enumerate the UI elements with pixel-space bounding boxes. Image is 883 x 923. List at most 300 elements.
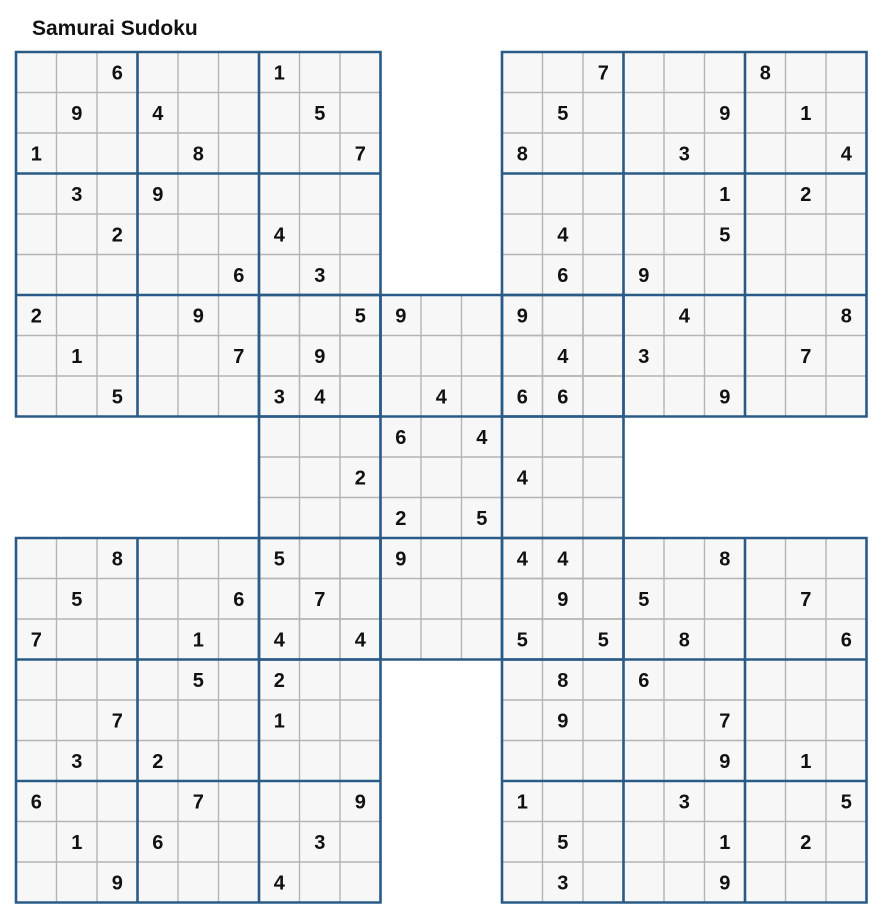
sudoku-cell[interactable] — [179, 175, 218, 214]
sudoku-cell[interactable] — [746, 742, 785, 781]
sudoku-cell[interactable] — [98, 53, 137, 92]
cell-hit-area[interactable] — [179, 53, 218, 92]
sudoku-cell[interactable] — [341, 134, 380, 173]
cell-hit-area[interactable] — [584, 296, 623, 335]
sudoku-cell[interactable] — [17, 782, 56, 821]
sudoku-cell[interactable] — [179, 134, 218, 173]
cell-hit-area[interactable] — [260, 134, 299, 173]
cell-hit-area[interactable] — [220, 215, 259, 254]
sudoku-cell[interactable] — [584, 823, 623, 862]
sudoku-cell[interactable] — [301, 215, 340, 254]
sudoku-cell[interactable] — [463, 539, 502, 578]
cell-hit-area[interactable] — [746, 377, 785, 416]
cell-hit-area[interactable] — [746, 661, 785, 700]
cell-hit-area[interactable] — [17, 580, 56, 619]
sudoku-cell[interactable] — [301, 94, 340, 133]
cell-hit-area[interactable] — [584, 823, 623, 862]
cell-hit-area[interactable] — [787, 134, 826, 173]
sudoku-cell[interactable] — [625, 782, 664, 821]
sudoku-cell[interactable] — [260, 580, 299, 619]
sudoku-cell[interactable] — [58, 377, 97, 416]
sudoku-cell[interactable] — [260, 296, 299, 335]
sudoku-cell[interactable] — [625, 256, 664, 295]
cell-hit-area[interactable] — [665, 53, 704, 92]
sudoku-cell[interactable] — [584, 661, 623, 700]
sudoku-cell[interactable] — [98, 134, 137, 173]
cell-hit-area[interactable] — [746, 296, 785, 335]
cell-hit-area[interactable] — [301, 742, 340, 781]
cell-hit-area[interactable] — [58, 134, 97, 173]
sudoku-cell[interactable] — [139, 256, 178, 295]
sudoku-cell[interactable] — [463, 296, 502, 335]
sudoku-cell[interactable] — [341, 499, 380, 538]
sudoku-cell[interactable] — [382, 580, 421, 619]
cell-hit-area[interactable] — [665, 863, 704, 902]
cell-hit-area[interactable] — [544, 742, 583, 781]
sudoku-cell[interactable] — [260, 499, 299, 538]
sudoku-cell[interactable] — [544, 863, 583, 902]
cell-hit-area[interactable] — [463, 580, 502, 619]
cell-hit-area[interactable] — [665, 742, 704, 781]
sudoku-cell[interactable] — [58, 782, 97, 821]
cell-hit-area[interactable] — [301, 863, 340, 902]
sudoku-cell[interactable] — [17, 661, 56, 700]
sudoku-cell[interactable] — [301, 620, 340, 659]
sudoku-cell[interactable] — [503, 175, 542, 214]
sudoku-cell[interactable] — [625, 863, 664, 902]
cell-hit-area[interactable] — [220, 782, 259, 821]
sudoku-cell[interactable] — [260, 539, 299, 578]
sudoku-cell[interactable] — [17, 256, 56, 295]
cell-hit-area[interactable] — [341, 580, 380, 619]
sudoku-cell[interactable] — [301, 337, 340, 376]
cell-hit-area[interactable] — [665, 175, 704, 214]
cell-hit-area[interactable] — [544, 377, 583, 416]
sudoku-cell[interactable] — [746, 377, 785, 416]
sudoku-cell[interactable] — [382, 539, 421, 578]
cell-hit-area[interactable] — [706, 256, 745, 295]
sudoku-cell[interactable] — [220, 215, 259, 254]
sudoku-cell[interactable] — [139, 661, 178, 700]
sudoku-cell[interactable] — [503, 418, 542, 457]
cell-hit-area[interactable] — [827, 539, 866, 578]
cell-hit-area[interactable] — [625, 742, 664, 781]
sudoku-cell[interactable] — [220, 782, 259, 821]
cell-hit-area[interactable] — [787, 377, 826, 416]
cell-hit-area[interactable] — [98, 823, 137, 862]
sudoku-cell[interactable] — [382, 458, 421, 497]
cell-hit-area[interactable] — [625, 134, 664, 173]
cell-hit-area[interactable] — [301, 134, 340, 173]
sudoku-cell[interactable] — [17, 53, 56, 92]
cell-hit-area[interactable] — [341, 701, 380, 740]
sudoku-cell[interactable] — [58, 580, 97, 619]
sudoku-cell[interactable] — [827, 256, 866, 295]
sudoku-cell[interactable] — [787, 94, 826, 133]
sudoku-cell[interactable] — [58, 701, 97, 740]
sudoku-cell[interactable] — [179, 823, 218, 862]
cell-hit-area[interactable] — [139, 701, 178, 740]
cell-hit-area[interactable] — [220, 175, 259, 214]
sudoku-cell[interactable] — [706, 256, 745, 295]
cell-hit-area[interactable] — [665, 256, 704, 295]
sudoku-cell[interactable] — [584, 782, 623, 821]
sudoku-cell[interactable] — [260, 94, 299, 133]
sudoku-cell[interactable] — [665, 377, 704, 416]
sudoku-cell[interactable] — [179, 580, 218, 619]
cell-hit-area[interactable] — [220, 701, 259, 740]
cell-hit-area[interactable] — [746, 742, 785, 781]
cell-hit-area[interactable] — [584, 539, 623, 578]
sudoku-cell[interactable] — [301, 782, 340, 821]
cell-hit-area[interactable] — [220, 94, 259, 133]
cell-hit-area[interactable] — [625, 215, 664, 254]
sudoku-cell[interactable] — [58, 296, 97, 335]
cell-hit-area[interactable] — [706, 620, 745, 659]
sudoku-cell[interactable] — [665, 94, 704, 133]
sudoku-cell[interactable] — [179, 296, 218, 335]
sudoku-cell[interactable] — [17, 620, 56, 659]
cell-hit-area[interactable] — [584, 134, 623, 173]
sudoku-cell[interactable] — [422, 499, 461, 538]
cell-hit-area[interactable] — [139, 782, 178, 821]
sudoku-cell[interactable] — [827, 580, 866, 619]
cell-hit-area[interactable] — [179, 337, 218, 376]
cell-hit-area[interactable] — [301, 458, 340, 497]
sudoku-cell[interactable] — [220, 661, 259, 700]
cell-hit-area[interactable] — [260, 296, 299, 335]
sudoku-cell[interactable] — [58, 175, 97, 214]
sudoku-cell[interactable] — [301, 296, 340, 335]
sudoku-cell[interactable] — [422, 539, 461, 578]
sudoku-cell[interactable] — [827, 742, 866, 781]
sudoku-cell[interactable] — [382, 377, 421, 416]
sudoku-cell[interactable] — [827, 215, 866, 254]
cell-hit-area[interactable] — [422, 620, 461, 659]
sudoku-cell[interactable] — [98, 580, 137, 619]
sudoku-cell[interactable] — [17, 134, 56, 173]
cell-hit-area[interactable] — [746, 94, 785, 133]
sudoku-cell[interactable] — [665, 53, 704, 92]
sudoku-cell[interactable] — [746, 296, 785, 335]
sudoku-cell[interactable] — [544, 377, 583, 416]
sudoku-cell[interactable] — [260, 377, 299, 416]
sudoku-cell[interactable] — [827, 782, 866, 821]
sudoku-cell[interactable] — [625, 701, 664, 740]
sudoku-cell[interactable] — [503, 823, 542, 862]
sudoku-cell[interactable] — [341, 823, 380, 862]
cell-hit-area[interactable] — [503, 701, 542, 740]
sudoku-cell[interactable] — [58, 256, 97, 295]
sudoku-cell[interactable] — [544, 580, 583, 619]
cell-hit-area[interactable] — [746, 620, 785, 659]
sudoku-cell[interactable] — [787, 742, 826, 781]
cell-hit-area[interactable] — [139, 580, 178, 619]
cell-hit-area[interactable] — [463, 296, 502, 335]
cell-hit-area[interactable] — [220, 823, 259, 862]
sudoku-cell[interactable] — [382, 418, 421, 457]
cell-hit-area[interactable] — [746, 175, 785, 214]
cell-hit-area[interactable] — [179, 580, 218, 619]
sudoku-cell[interactable] — [584, 742, 623, 781]
sudoku-cell[interactable] — [220, 175, 259, 214]
sudoku-cell[interactable] — [463, 418, 502, 457]
cell-hit-area[interactable] — [665, 539, 704, 578]
cell-hit-area[interactable] — [665, 580, 704, 619]
cell-hit-area[interactable] — [58, 377, 97, 416]
cell-hit-area[interactable] — [139, 296, 178, 335]
sudoku-cell[interactable] — [301, 580, 340, 619]
cell-hit-area[interactable] — [341, 418, 380, 457]
cell-hit-area[interactable] — [220, 863, 259, 902]
cell-hit-area[interactable] — [746, 215, 785, 254]
cell-hit-area[interactable] — [584, 418, 623, 457]
cell-hit-area[interactable] — [341, 377, 380, 416]
sudoku-cell[interactable] — [544, 782, 583, 821]
cell-hit-area[interactable] — [220, 661, 259, 700]
sudoku-cell[interactable] — [98, 620, 137, 659]
sudoku-cell[interactable] — [665, 863, 704, 902]
sudoku-cell[interactable] — [98, 863, 137, 902]
cell-hit-area[interactable] — [58, 296, 97, 335]
sudoku-cell[interactable] — [17, 296, 56, 335]
cell-hit-area[interactable] — [301, 175, 340, 214]
sudoku-cell[interactable] — [341, 53, 380, 92]
sudoku-cell[interactable] — [220, 256, 259, 295]
cell-hit-area[interactable] — [422, 296, 461, 335]
cell-hit-area[interactable] — [584, 701, 623, 740]
sudoku-cell[interactable] — [503, 134, 542, 173]
sudoku-cell[interactable] — [706, 175, 745, 214]
sudoku-cell[interactable] — [544, 823, 583, 862]
cell-hit-area[interactable] — [746, 782, 785, 821]
cell-hit-area[interactable] — [260, 377, 299, 416]
cell-hit-area[interactable] — [382, 620, 421, 659]
cell-hit-area[interactable] — [422, 499, 461, 538]
cell-hit-area[interactable] — [98, 134, 137, 173]
sudoku-cell[interactable] — [341, 863, 380, 902]
sudoku-cell[interactable] — [787, 175, 826, 214]
sudoku-cell[interactable] — [665, 296, 704, 335]
sudoku-cell[interactable] — [179, 215, 218, 254]
sudoku-cell[interactable] — [544, 94, 583, 133]
cell-hit-area[interactable] — [746, 823, 785, 862]
cell-hit-area[interactable] — [17, 539, 56, 578]
sudoku-cell[interactable] — [584, 499, 623, 538]
cell-hit-area[interactable] — [341, 94, 380, 133]
sudoku-cell[interactable] — [139, 337, 178, 376]
sudoku-cell[interactable] — [17, 863, 56, 902]
sudoku-cell[interactable] — [746, 701, 785, 740]
sudoku-cell[interactable] — [220, 53, 259, 92]
sudoku-cell[interactable] — [625, 94, 664, 133]
sudoku-cell[interactable] — [706, 296, 745, 335]
sudoku-cell[interactable] — [706, 53, 745, 92]
cell-hit-area[interactable] — [463, 337, 502, 376]
cell-hit-area[interactable] — [179, 539, 218, 578]
sudoku-cell[interactable] — [422, 458, 461, 497]
sudoku-cell[interactable] — [220, 742, 259, 781]
sudoku-cell[interactable] — [382, 499, 421, 538]
sudoku-cell[interactable] — [584, 215, 623, 254]
cell-hit-area[interactable] — [665, 823, 704, 862]
sudoku-cell[interactable] — [787, 539, 826, 578]
cell-hit-area[interactable] — [301, 499, 340, 538]
sudoku-cell[interactable] — [665, 701, 704, 740]
sudoku-cell[interactable] — [220, 701, 259, 740]
cell-hit-area[interactable] — [787, 782, 826, 821]
cell-hit-area[interactable] — [665, 215, 704, 254]
sudoku-cell[interactable] — [706, 377, 745, 416]
cell-hit-area[interactable] — [625, 94, 664, 133]
cell-hit-area[interactable] — [98, 94, 137, 133]
cell-hit-area[interactable] — [503, 499, 542, 538]
sudoku-cell[interactable] — [665, 539, 704, 578]
sudoku-cell[interactable] — [220, 823, 259, 862]
sudoku-cell[interactable] — [260, 256, 299, 295]
sudoku-cell[interactable] — [584, 863, 623, 902]
sudoku-cell[interactable] — [220, 620, 259, 659]
sudoku-cell[interactable] — [58, 337, 97, 376]
cell-hit-area[interactable] — [58, 53, 97, 92]
sudoku-cell[interactable] — [17, 337, 56, 376]
cell-hit-area[interactable] — [787, 256, 826, 295]
cell-hit-area[interactable] — [382, 337, 421, 376]
sudoku-cell[interactable] — [746, 580, 785, 619]
sudoku-cell[interactable] — [17, 742, 56, 781]
cell-hit-area[interactable] — [625, 53, 664, 92]
cell-hit-area[interactable] — [706, 782, 745, 821]
cell-hit-area[interactable] — [665, 377, 704, 416]
sudoku-cell[interactable] — [17, 377, 56, 416]
sudoku-cell[interactable] — [544, 539, 583, 578]
cell-hit-area[interactable] — [17, 175, 56, 214]
cell-hit-area[interactable] — [827, 94, 866, 133]
cell-hit-area[interactable] — [220, 53, 259, 92]
sudoku-cell[interactable] — [463, 337, 502, 376]
sudoku-cell[interactable] — [341, 661, 380, 700]
sudoku-cell[interactable] — [706, 823, 745, 862]
cell-hit-area[interactable] — [463, 620, 502, 659]
sudoku-cell[interactable] — [220, 580, 259, 619]
sudoku-cell[interactable] — [584, 337, 623, 376]
cell-hit-area[interactable] — [503, 863, 542, 902]
cell-hit-area[interactable] — [746, 580, 785, 619]
sudoku-cell[interactable] — [503, 539, 542, 578]
cell-hit-area[interactable] — [58, 782, 97, 821]
sudoku-cell[interactable] — [260, 458, 299, 497]
cell-hit-area[interactable] — [787, 215, 826, 254]
cell-hit-area[interactable] — [301, 337, 340, 376]
sudoku-cell[interactable] — [503, 580, 542, 619]
sudoku-cell[interactable] — [179, 661, 218, 700]
sudoku-cell[interactable] — [260, 418, 299, 457]
sudoku-cell[interactable] — [706, 94, 745, 133]
sudoku-cell[interactable] — [746, 620, 785, 659]
sudoku-cell[interactable] — [584, 377, 623, 416]
cell-hit-area[interactable] — [17, 256, 56, 295]
cell-hit-area[interactable] — [827, 701, 866, 740]
sudoku-cell[interactable] — [98, 661, 137, 700]
cell-hit-area[interactable] — [584, 499, 623, 538]
sudoku-cell[interactable] — [625, 823, 664, 862]
sudoku-cell[interactable] — [827, 377, 866, 416]
sudoku-cell[interactable] — [544, 499, 583, 538]
cell-hit-area[interactable] — [301, 661, 340, 700]
sudoku-cell[interactable] — [706, 539, 745, 578]
cell-hit-area[interactable] — [139, 661, 178, 700]
cell-hit-area[interactable] — [787, 620, 826, 659]
sudoku-cell[interactable] — [706, 580, 745, 619]
cell-hit-area[interactable] — [98, 580, 137, 619]
cell-hit-area[interactable] — [220, 296, 259, 335]
sudoku-cell[interactable] — [220, 296, 259, 335]
sudoku-cell[interactable] — [503, 701, 542, 740]
cell-hit-area[interactable] — [260, 620, 299, 659]
cell-hit-area[interactable] — [787, 539, 826, 578]
sudoku-cell[interactable] — [341, 580, 380, 619]
sudoku-cell[interactable] — [139, 53, 178, 92]
sudoku-cell[interactable] — [787, 134, 826, 173]
sudoku-cell[interactable] — [220, 377, 259, 416]
cell-hit-area[interactable] — [625, 175, 664, 214]
cell-hit-area[interactable] — [827, 53, 866, 92]
cell-hit-area[interactable] — [503, 539, 542, 578]
cell-hit-area[interactable] — [179, 742, 218, 781]
cell-hit-area[interactable] — [301, 782, 340, 821]
cell-hit-area[interactable] — [544, 296, 583, 335]
cell-hit-area[interactable] — [139, 863, 178, 902]
cell-hit-area[interactable] — [179, 701, 218, 740]
sudoku-cell[interactable] — [301, 499, 340, 538]
sudoku-cell[interactable] — [787, 701, 826, 740]
cell-hit-area[interactable] — [179, 94, 218, 133]
cell-hit-area[interactable] — [341, 539, 380, 578]
cell-hit-area[interactable] — [17, 823, 56, 862]
cell-hit-area[interactable] — [17, 377, 56, 416]
sudoku-cell[interactable] — [341, 620, 380, 659]
sudoku-cell[interactable] — [665, 175, 704, 214]
sudoku-cell[interactable] — [584, 94, 623, 133]
sudoku-cell[interactable] — [179, 742, 218, 781]
cell-hit-area[interactable] — [98, 256, 137, 295]
cell-hit-area[interactable] — [260, 580, 299, 619]
sudoku-cell[interactable] — [625, 377, 664, 416]
sudoku-cell[interactable] — [341, 377, 380, 416]
cell-hit-area[interactable] — [220, 377, 259, 416]
sudoku-cell[interactable] — [827, 134, 866, 173]
sudoku-cell[interactable] — [139, 823, 178, 862]
sudoku-cell[interactable] — [503, 742, 542, 781]
cell-hit-area[interactable] — [544, 134, 583, 173]
sudoku-cell[interactable] — [787, 215, 826, 254]
sudoku-cell[interactable] — [260, 742, 299, 781]
sudoku-cell[interactable] — [382, 620, 421, 659]
sudoku-cell[interactable] — [179, 782, 218, 821]
cell-hit-area[interactable] — [139, 620, 178, 659]
cell-hit-area[interactable] — [260, 256, 299, 295]
sudoku-cell[interactable] — [706, 337, 745, 376]
sudoku-cell[interactable] — [179, 863, 218, 902]
cell-hit-area[interactable] — [463, 458, 502, 497]
cell-hit-area[interactable] — [58, 661, 97, 700]
sudoku-cell[interactable] — [179, 337, 218, 376]
sudoku-cell[interactable] — [301, 418, 340, 457]
sudoku-cell[interactable] — [503, 620, 542, 659]
sudoku-cell[interactable] — [301, 175, 340, 214]
sudoku-cell[interactable] — [341, 256, 380, 295]
cell-hit-area[interactable] — [179, 863, 218, 902]
